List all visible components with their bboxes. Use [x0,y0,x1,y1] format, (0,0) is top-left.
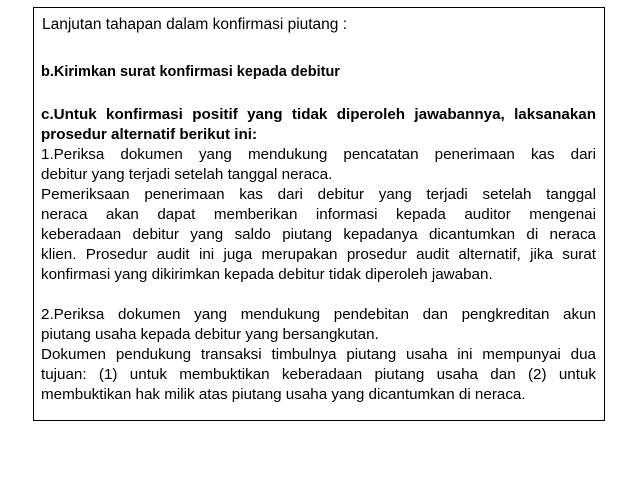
para2-line-1: Dokumen pendukung transaksi timbulnya piutang usaha ini mempunyai dua [41,346,596,363]
step-b-heading: b.Kirimkan surat konfirmasi kepada debitur [41,64,340,80]
para2-line-3: membuktikan hak milik atas piutang usaha yang dicantumkan di neraca. [41,386,526,403]
para1-line-1: Pemeriksaan penerimaan kas dari debitur yang terjadi setelah tanggal [41,186,596,203]
para1-line-4: klien. Prosedur audit ini juga merupakan prosedur audit alternatif, jika surat [41,246,596,263]
para1-line-2: neraca akan dapat memberikan informasi kepada auditor mengenai [41,206,596,223]
step-c-heading-line-2: prosedur alternatif berikut ini: [41,126,258,143]
para1-line-3: keberadaan debitur yang saldo piutang kepadanya dicantumkan di neraca [41,226,596,243]
page-title: Lanjutan tahapan dalam konfirmasi piutang : [42,16,348,33]
content-box [33,7,605,421]
para1-line-5: konfirmasi yang dikirimkan kepada debitur tidak diperoleh jawaban. [41,266,493,283]
item2-line-1: 2.Periksa dokumen yang mendukung pendebitan dan pengkreditan akun [41,306,596,323]
para2-line-2: tujuan: (1) untuk membuktikan keberadaan piutang usaha dan (2) untuk [41,366,596,383]
item2-line-2: piutang usaha kepada debitur yang bersangkutan. [41,326,379,343]
item1-line-2: debitur yang terjadi setelah tanggal neraca. [41,166,333,183]
item1-line-1: 1.Periksa dokumen yang mendukung pencatatan penerimaan kas dari [41,146,596,163]
step-c-heading-line-1: c.Untuk konfirmasi positif yang tidak diperoleh jawabannya, laksanakan [41,106,596,123]
